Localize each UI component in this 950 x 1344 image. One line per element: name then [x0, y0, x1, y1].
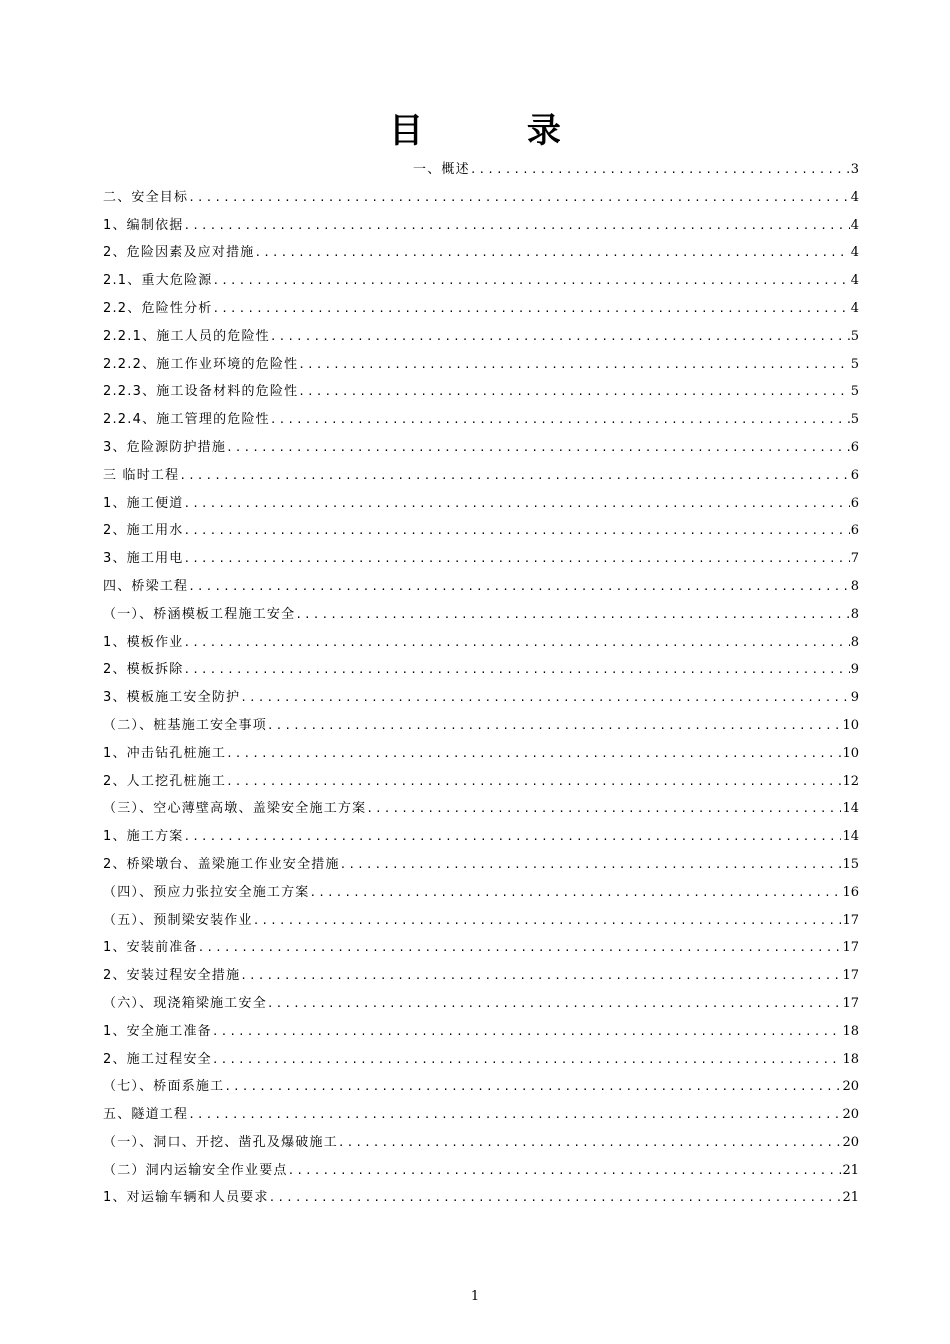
toc-entry[interactable]: [103, 795, 859, 823]
toc-entry[interactable]: [103, 1046, 859, 1074]
toc-entry-label: （一）、桥涵模板工程施工安全: [103, 606, 296, 622]
toc-entry-page: 15: [842, 856, 859, 872]
toc-entry[interactable]: [103, 462, 859, 490]
toc-dot-leader: [183, 545, 849, 573]
toc-entry-label: （七）、桥面系施工: [103, 1079, 225, 1095]
toc-entry[interactable]: [103, 434, 859, 462]
toc-entry-page: 6: [850, 523, 859, 539]
toc-dot-leader: [340, 851, 842, 879]
page-title: 目 录: [389, 111, 607, 151]
toc-entry-label: 2、安装过程安全措施: [103, 968, 241, 984]
toc-entry-label: 3、模板施工安全防护: [103, 690, 241, 706]
toc-entry[interactable]: [103, 656, 859, 684]
toc-entry-label: （二）洞内运输安全作业要点: [103, 1162, 288, 1178]
toc-dot-leader: [183, 629, 849, 657]
toc-entry[interactable]: [103, 1184, 859, 1212]
toc-entry-page: 10: [842, 745, 859, 761]
toc-entry[interactable]: [103, 962, 859, 990]
toc-entry-label: 2、人工挖孔桩施工: [103, 773, 227, 789]
toc-dot-leader: [470, 156, 850, 184]
toc-dot-leader: [212, 295, 849, 323]
toc-entry-page: 4: [850, 189, 859, 205]
page-number: 1: [470, 1289, 480, 1304]
toc-entry[interactable]: [103, 823, 859, 851]
toc-dot-leader: [267, 990, 842, 1018]
toc-entry[interactable]: [103, 267, 859, 295]
toc-entry-page: 21: [842, 1162, 859, 1178]
toc-entry-page: 20: [842, 1079, 859, 1095]
toc-entry-label: 1、施工便道: [103, 495, 184, 511]
toc-entry[interactable]: [103, 1018, 859, 1046]
toc-entry[interactable]: [103, 601, 859, 629]
toc-entry[interactable]: [103, 184, 859, 212]
toc-entry-page: 17: [842, 995, 859, 1011]
toc-entry-label: 二、安全目标: [103, 189, 189, 205]
toc-entry[interactable]: [103, 323, 859, 351]
toc-entry-page: 9: [850, 662, 859, 678]
toc-entry-page: 8: [850, 606, 859, 622]
table-of-contents: [103, 156, 859, 1212]
toc-entry-page: 12: [842, 773, 859, 789]
toc-dot-leader: [240, 684, 849, 712]
toc-entry-label: 2.2.2、施工作业环境的危险性: [103, 356, 299, 372]
toc-entry[interactable]: [103, 990, 859, 1018]
toc-entry[interactable]: [103, 378, 859, 406]
toc-dot-leader: [183, 517, 849, 545]
toc-entry[interactable]: [103, 851, 859, 879]
toc-entry[interactable]: [103, 490, 859, 518]
toc-entry-page: 8: [850, 634, 859, 650]
toc-entry-page: 3: [850, 162, 859, 177]
toc-dot-leader: [267, 712, 842, 740]
toc-entry[interactable]: [103, 212, 859, 240]
toc-entry-page: 5: [850, 356, 859, 372]
toc-dot-leader: [269, 1184, 842, 1212]
toc-entry-label: 三 临时工程: [103, 467, 180, 483]
toc-entry[interactable]: [103, 1157, 859, 1185]
toc-dot-leader: [179, 462, 849, 490]
toc-dot-leader: [212, 267, 849, 295]
toc-entry-label: 2.2、危险性分析: [103, 300, 213, 316]
toc-dot-leader: [295, 601, 849, 629]
toc-entry-page: 16: [842, 884, 859, 900]
toc-entry-label: 1、安全施工准备: [103, 1023, 212, 1039]
toc-entry[interactable]: [103, 879, 859, 907]
toc-entry-label: （三）、空心薄壁高墩、盖梁安全施工方案: [103, 801, 367, 817]
toc-entry-page: 6: [850, 439, 859, 455]
toc-dot-leader: [298, 378, 849, 406]
toc-dot-leader: [198, 934, 842, 962]
toc-entry-label: （二）、桩基施工安全事项: [103, 717, 267, 733]
toc-entry[interactable]: [103, 573, 859, 601]
toc-dot-leader: [183, 823, 841, 851]
toc-entry-page: 7: [850, 551, 859, 567]
toc-entry-label: 2、模板拆除: [103, 662, 184, 678]
toc-entry-page: 4: [850, 273, 859, 289]
toc-entry-page: 18: [842, 1023, 859, 1039]
toc-entry-page: 6: [850, 495, 859, 511]
toc-entry-label: 3、施工用电: [103, 551, 184, 567]
toc-entry-page: 20: [842, 1134, 859, 1150]
toc-dot-leader: [253, 907, 842, 935]
toc-dot-leader: [254, 239, 849, 267]
toc-entry-label: （五）、预制梁安装作业: [103, 912, 253, 928]
toc-entry-label: 1、模板作业: [103, 634, 184, 650]
toc-dot-leader: [183, 656, 849, 684]
toc-dot-leader: [226, 434, 850, 462]
toc-entry-label: （一）、洞口、开挖、凿孔及爆破施工: [103, 1134, 338, 1150]
toc-dot-leader: [338, 1129, 842, 1157]
toc-entry-page: 17: [842, 968, 859, 984]
toc-dot-leader: [188, 184, 850, 212]
toc-entry-label: 2.2.1、施工人员的危险性: [103, 328, 270, 344]
toc-entry-page: 20: [842, 1107, 859, 1123]
toc-entry-page: 4: [850, 217, 859, 233]
toc-entry-page: 14: [842, 829, 859, 845]
toc-entry-label: 2.2.3、施工设备材料的危险性: [103, 384, 299, 400]
toc-dot-leader: [270, 406, 850, 434]
toc-entry[interactable]: [103, 934, 859, 962]
toc-entry-label: 1、施工方案: [103, 829, 184, 845]
toc-entry-page: 17: [842, 912, 859, 928]
toc-entry[interactable]: [103, 768, 859, 796]
toc-entry-label: 3、危险源防护措施: [103, 439, 227, 455]
toc-dot-leader: [298, 351, 849, 379]
toc-dot-leader: [310, 879, 842, 907]
toc-entry-page: 5: [850, 328, 859, 344]
toc-entry-label: 1、安装前准备: [103, 940, 198, 956]
toc-entry-page: 17: [842, 940, 859, 956]
toc-entry-page: 9: [850, 690, 859, 706]
toc-dot-leader: [226, 768, 841, 796]
toc-entry-page: 14: [842, 801, 859, 817]
toc-entry-label: （四）、预应力张拉安全施工方案: [103, 884, 310, 900]
toc-entry[interactable]: [103, 1073, 859, 1101]
toc-entry-label: 2、危险因素及应对措施: [103, 245, 255, 261]
toc-entry[interactable]: [103, 545, 859, 573]
toc-entry-label: 1、冲击钻孔桩施工: [103, 745, 227, 761]
toc-entry[interactable]: [103, 295, 859, 323]
toc-entry-label: （六）、现浇箱梁施工安全: [103, 995, 267, 1011]
toc-entry-page: 4: [850, 245, 859, 261]
toc-entry-label: 五、隧道工程: [103, 1107, 189, 1123]
toc-dot-leader: [183, 212, 849, 240]
toc-dot-leader: [212, 1046, 842, 1074]
toc-entry[interactable]: [103, 239, 859, 267]
toc-entry-label: 1、编制依据: [103, 217, 184, 233]
toc-entry[interactable]: [103, 907, 859, 935]
toc-entry[interactable]: [103, 517, 859, 545]
toc-dot-leader: [366, 795, 841, 823]
toc-entry-page: 4: [850, 300, 859, 316]
toc-dot-leader: [226, 740, 841, 768]
toc-entry-label: 2.1、重大危险源: [103, 273, 213, 289]
toc-entry-page: 8: [850, 578, 859, 594]
toc-dot-leader: [240, 962, 841, 990]
toc-entry-page: 10: [842, 717, 859, 733]
toc-entry-page: 5: [850, 412, 859, 428]
toc-dot-leader: [224, 1073, 841, 1101]
toc-entry-page: 6: [850, 467, 859, 483]
toc-entry[interactable]: [103, 1129, 859, 1157]
toc-entry[interactable]: [103, 629, 859, 657]
toc-entry[interactable]: [103, 712, 859, 740]
toc-entry-label: 2、施工用水: [103, 523, 184, 539]
toc-entry-label: 2.2.4、施工管理的危险性: [103, 412, 270, 428]
toc-entry-label: 2、施工过程安全: [103, 1051, 212, 1067]
toc-entry[interactable]: [103, 1101, 859, 1129]
toc-dot-leader: [288, 1157, 842, 1185]
toc-entry[interactable]: [103, 406, 859, 434]
toc-entry-label: 四、桥梁工程: [103, 578, 189, 594]
toc-entry[interactable]: [103, 156, 859, 184]
toc-entry[interactable]: [103, 351, 859, 379]
toc-dot-leader: [212, 1018, 842, 1046]
toc-entry-page: 21: [842, 1190, 859, 1206]
toc-dot-leader: [188, 1101, 841, 1129]
toc-entry-page: 5: [850, 384, 859, 400]
toc-dot-leader: [270, 323, 850, 351]
toc-dot-leader: [188, 573, 850, 601]
toc-entry-label: 一、概述: [413, 162, 470, 177]
toc-entry-label: 2、桥梁墩台、盖梁施工作业安全措施: [103, 856, 340, 872]
toc-dot-leader: [183, 490, 849, 518]
toc-entry-label: 1、对运输车辆和人员要求: [103, 1190, 269, 1206]
toc-entry[interactable]: [103, 740, 859, 768]
toc-entry[interactable]: [103, 684, 859, 712]
toc-entry-page: 18: [842, 1051, 859, 1067]
